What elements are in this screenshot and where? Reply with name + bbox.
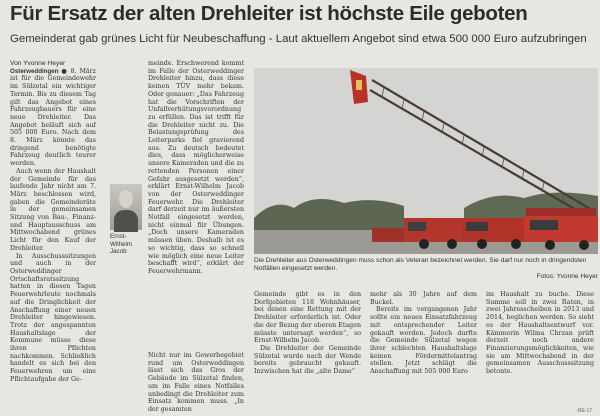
article-text: Gemeinde gibt es in den Dorfgebieten 118 Wohnhäuser, bei denen eine Rettung mit der Drehleiter erforderlich ist. Oder die der Bezug der oberen Etagen müsste untersagt werden“, so Ernst-Wilhelm Jacob.: [254, 291, 361, 345]
article-text: Die Drehleiter der Gemeinde Sülzetal wurde nach der Wende bereits gebraucht gekauft. Inzwischen hat die „alte Dame“: [254, 344, 361, 376]
article-text: 8. März ist für die Gemeindewehr im Sülzetal ein wichtiger Termin. Bis zu diesem Tag gilt das Angebot eines Fahrzeugbauers für eine neue Drehleiter. Das Angebot beläuft sich auf 505 000 Euro. Nach dem 8. März könnte das dringend benötigte Fahrzeug deutlich teurer werden.: [10, 67, 96, 168]
dateline: Osterweddingen: [10, 67, 59, 75]
article-text: Bereits im vergangenen Jahr sollte ein neues Einsatzfahrzeug mit entsprechender Leiter gekauft werden. Jedoch durfte die Gemeinde Sülzetal wegen ihrer schlechten Haushaltslage keinen Fördermittelantrag stellen. Jetzt schlägt die Anschaffung mit 505 000 Euro: [370, 306, 477, 376]
photo-caption-text: Die Drehleiter aus Osterweddingen muss schon als Veteran bezeichnet werden. Sie darf nur noch in dringendsten Notfällen eingesetzt werden.: [254, 257, 587, 272]
article-column-4: [370, 291, 477, 411]
article-text: Auch wenn der Haushalt der Gemeinde für das laufende Jahr nicht am 7. März beschlossen wird, gaben die Gemeinderäte in der gemeinsamen Sitzung von Bau-, Finanz- und Hauptausschuss am Mittwochabend grünes Licht für den Kauf der Drehleiter.: [10, 167, 96, 252]
article-text: im Haushalt zu buche. Diese Summe soll in zwei Raten, in zwei Jahresscheiben in 2013 und 2014, beglichen werden. So sieht es der Haushaltsentwurf vor. Kämmerin Wilma Chrzan prüft derzeit noch andere Finanzierungsmöglichkeiten, wie sie am Mittwochabend in der gemeinsamen Ausschusssitzung betonte.: [486, 291, 594, 376]
article-text: meinde. Erschwerend kommt im Falle der Osterweddinger Drehleiter hinzu, dass diese keinen TÜV mehr bekam. Oder genauer: „Das Fahrzeug hat die Vorschriften der Unfallverhütungsverordnung zu erfüllen. Das ist trifft für die Drehleiter nicht zu. Die Belastungsprüfung des Leiterparks fiel gravierend aus. Zu deutsch bedeutet dies, dass möglicherweise unsere Kameraden und die zu rettenden Personen einer Gefahr ausgesetzt werden“, erklärt Ernst-Wilhelm Jacob von der Osterweddinger Feuerwehr. Die Drehleiter darf derzeit nur im äußersten Notfall eingesetzt werden, nicht einmal für Übungen. „Doch unsere Kameraden müssen üben. Deshalb ist es so wichtig, dass so schnell wie möglich eine neue Leiter beschafft wird“, erklärt der Feuerwehrmann.: [148, 60, 244, 275]
article-text: Nicht nur im Gewerbegebiet rund um Osterweddingen lässt sich das Gros der Gebäude im Sülzetal finden, um im Falle eines Notfalles unbedingt die Drehleiter zum Einsatz kommen muss. „In der gesamten: [148, 352, 244, 413]
fire-ladder-truck-photo: [254, 68, 598, 254]
photo-caption: [254, 257, 598, 280]
article-text: In Ausschusssitzungen und auch in der Osterweddinger Ortschaftsratssitzung hatten in diesen Tagen Feuerwehrleute nochmals auf die Dringlichkeit der Anschaffung einer neuen Drehleiter hingewiesen. Trotz der angespannten Haushaltslage der Kommune müsse diese ihren Pflichten nachkommen. Schließlich handelt es sich bei den Feuerwehren um eine Pflichtaufgabe der Ge-: [10, 252, 96, 383]
headline: Für Ersatz der alten Drehleiter ist höchste Eile geboten: [10, 2, 528, 25]
article-column-2-lower: [148, 352, 244, 412]
subheadline: Gemeinderat gab grünes Licht für Neubeschaffung - Laut aktuellem Angebot sind etwa 500 000 Euro aufzubringen: [10, 33, 587, 45]
photo-credit: Fotos: Yvonne Heyer: [536, 272, 598, 280]
article-column-5: [486, 291, 594, 411]
article-column-2: [148, 60, 244, 275]
portrait-photo: [110, 184, 142, 230]
article-column-3: [254, 291, 361, 411]
portrait-caption: Ernst-Wilhelm Jacob: [110, 233, 133, 255]
article-text: mehr als 30 Jahre auf dem Buckel.: [370, 291, 477, 306]
byline: Von Yvonne Heyer: [10, 60, 66, 67]
article-column-1: Von Yvonne Heyer Osterweddingen ● 8. März ist für die Gemeindewehr im Sülzetal ein wichtiger Termin. Bis zu diesem Tag gilt das Angebot eines Fahrzeugbauers für eine neue Drehleiter. Das Angebot beläuft sich auf 505 000 Euro. Nach dem 8. März könnte das dringend benötigte Fahrzeug deutlich teurer werden. Auch wenn der Haushalt der Gemeinde für das laufende Jahr nicht am 7. März beschlossen wird, gaben die Gemeinderäte in der gemeinsamen Sitzung von Bau-, Finanz- und Hauptausschuss am Mittwochabend grünes Licht für den Kauf der Drehleiter. In Ausschusssitzungen und auch in der Osterweddinger Ortschaftsratssitzung hatten in diesen Tagen Feuerwehrleute nochmals auf die Dringlichkeit der Anschaffung einer neuen Drehleiter hingewiesen. Trotz der angespannten Haushaltslage der Kommune müsse diese ihren Pflichten nachkommen. Schließlich handelt es sich bei den Feuerwehren um eine Pflichtaufgabe der Ge-: [10, 60, 96, 383]
page-id: -BE-17: [576, 408, 592, 414]
